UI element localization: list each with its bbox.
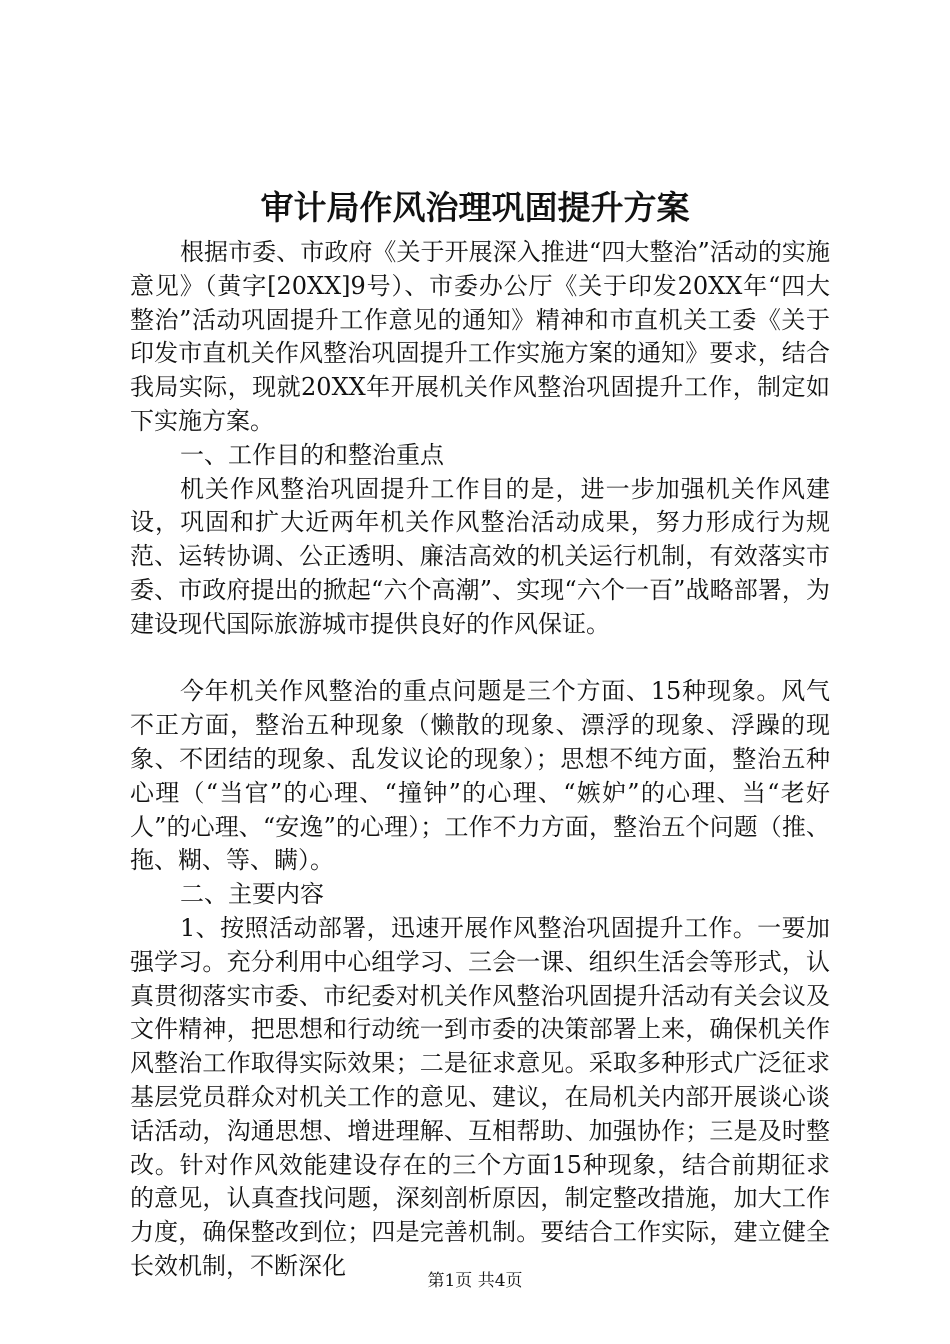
- purpose-paragraph: 机关作风整治巩固提升工作目的是，进一步加强机关作风建设，巩固和扩大近两年机关作风整治活动成果，努力形成行为规范、运转协调、公正透明、廉洁高效的机关运行机制，有效落实市委、市政府提出的掀起“六个高潮”、实现“六个一百”战略部署，为建设现代国际旅游城市提供良好的作风保证。: [130, 474, 830, 638]
- section-heading-1: 一、工作目的和整治重点: [180, 440, 444, 469]
- blank-line: [130, 642, 830, 676]
- intro-paragraph: 根据市委、市政府《关于开展深入推进“四大整治”活动的实施意见》（黄字[20XX]9号）、市委办公厅《关于印发20XX年“四大整治”活动巩固提升工作意见的通知》精神和市直机关工委《关于印发市直机关作风整治巩固提升工作实施方案的通知》要求，结合我局实际，现就20XX年开展机关作风整治巩固提升工作，制定如下实施方案。: [130, 238, 830, 435]
- document-body: [130, 236, 830, 1284]
- document-title: 审计局作风治理巩固提升方案: [260, 188, 690, 227]
- section-heading-2: 二、主要内容: [180, 880, 324, 909]
- main-content-paragraph: 1、按照活动部署，迅速开展作风整治巩固提升工作。一要加强学习。充分利用中心组学习、三会一课、组织生活会等形式，认真贯彻落实市委、市纪委对机关作风整治巩固提升活动有关会议及文件精神，把思想和行动统一到市委的决策部署上来，确保机关作风整治工作取得实际效果；二是征求意见。采取多种形式广泛征求基层党员群众对机关工作的意见、建议，在局机关内部开展谈心谈话活动，沟通思想、增进理解、互相帮助、加强协作；三是及时整改。针对作风效能建设存在的三个方面15种现象，结合前期征求的意见，认真查找问题，深刻剖析原因，制定整改措施，加大工作力度，确保整改到位；四是完善机制。要结合工作实际，建立健全长效机制，不断深化: [130, 913, 830, 1280]
- page-footer: 第1页 共4页: [427, 1271, 523, 1291]
- key-issues-paragraph: 今年机关作风整治的重点问题是三个方面、15种现象。风气不正方面，整治五种现象（懒散的现象、漂浮的现象、浮躁的现象、不团结的现象、乱发议论的现象）；思想不纯方面，整治五种心理（“当官”的心理、“撞钟”的心理、“嫉妒”的心理、当“老好人”的心理、“安逸”的心理）；工作不力方面，整治五个问题（推、拖、糊、等、瞒）。: [130, 677, 830, 875]
